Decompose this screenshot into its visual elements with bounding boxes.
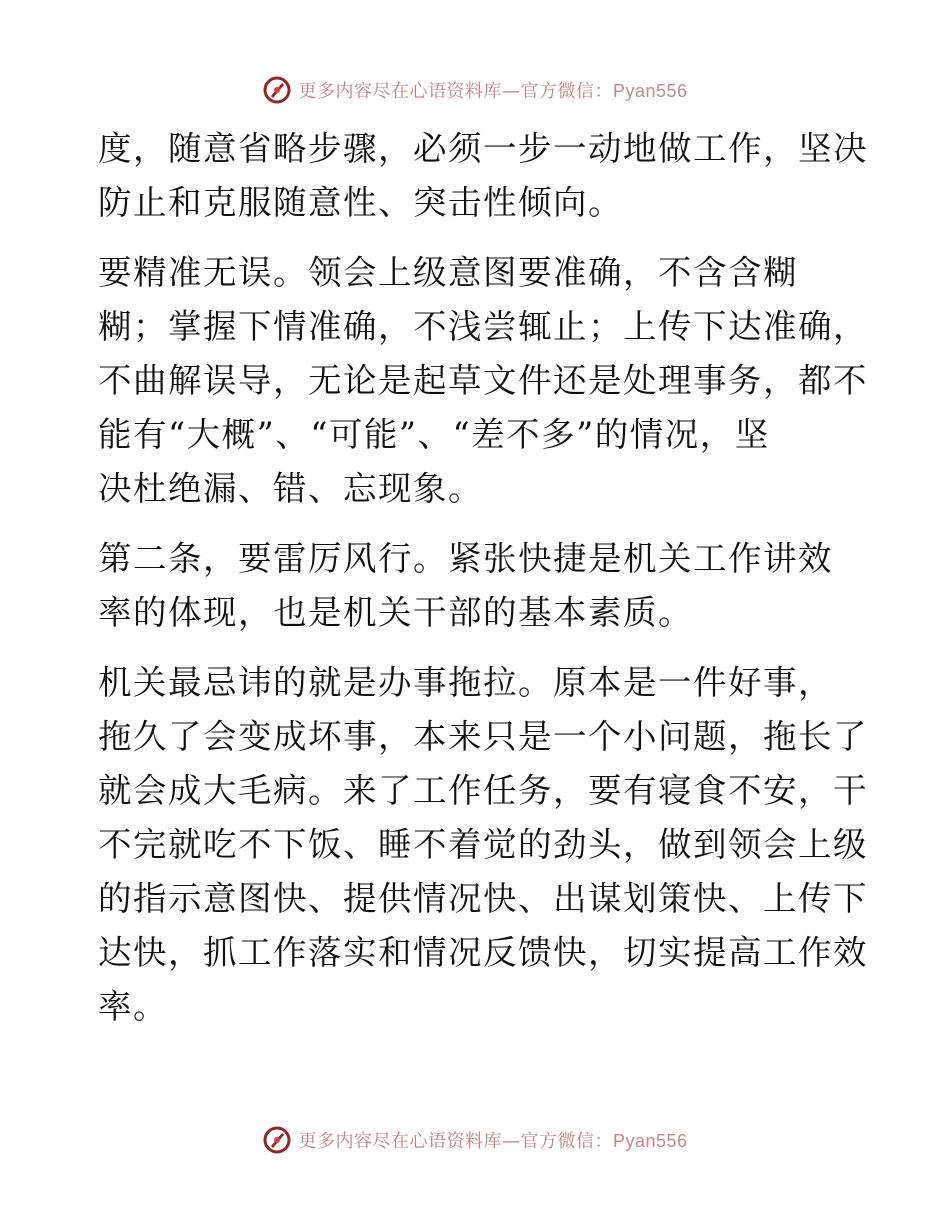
text-line: 机关最忌讳的就是办事拖拉。原本是一件好事， [98,663,833,702]
text-line: 决杜绝漏、错、忘现象。 [98,469,483,508]
text-line: 度，随意省略步骤，必须一步一动地做工作，坚决 [98,129,868,168]
text-line: 能有“大概”、“可能”、“差不多”的情况，坚 [98,415,770,454]
text-line: 糊；掌握下情准确，不浅尝辄止；上传下达准确， [98,307,868,346]
text-line: 不完就吃不下饭、睡不着觉的劲头，做到领会上级 [98,825,868,864]
text-line: 率。 [98,987,168,1026]
header-watermark [0,70,950,110]
paragraph-3 [98,532,858,640]
paragraph-1 [98,122,868,230]
footer-watermark [0,1120,950,1160]
paragraph-2 [98,246,868,516]
text-line: 的指示意图快、提供情况快、出谋划策快、上传下 [98,879,868,918]
text-line: 防止和克服随意性、突击性倾向。 [98,183,623,222]
text-line: 第二条，要雷厉风行。紧张快捷是机关工作讲效 [98,539,833,578]
watermark-text: 更多内容尽在心语资料库—官方微信：Pyan556 [298,81,688,102]
quill-logo-icon [262,75,292,105]
text-line: 不曲解误导，无论是起草文件还是处理事务，都不 [98,361,868,400]
text-line: 拖久了会变成坏事，本来只是一个小问题，拖长了 [98,717,868,756]
watermark-text: 更多内容尽在心语资料库—官方微信：Pyan556 [298,1131,688,1152]
text-line: 达快，抓工作落实和情况反馈快，切实提高工作效 [98,933,868,972]
paragraph-4 [98,656,868,1034]
text-line: 率的体现，也是机关干部的基本素质。 [98,593,693,632]
text-line: 就会成大毛病。来了工作任务，要有寝食不安，干 [98,771,868,810]
document-body [98,122,868,1050]
text-line: 要精准无误。领会上级意图要准确，不含含糊 [98,253,798,292]
quill-logo-icon [262,1125,292,1155]
